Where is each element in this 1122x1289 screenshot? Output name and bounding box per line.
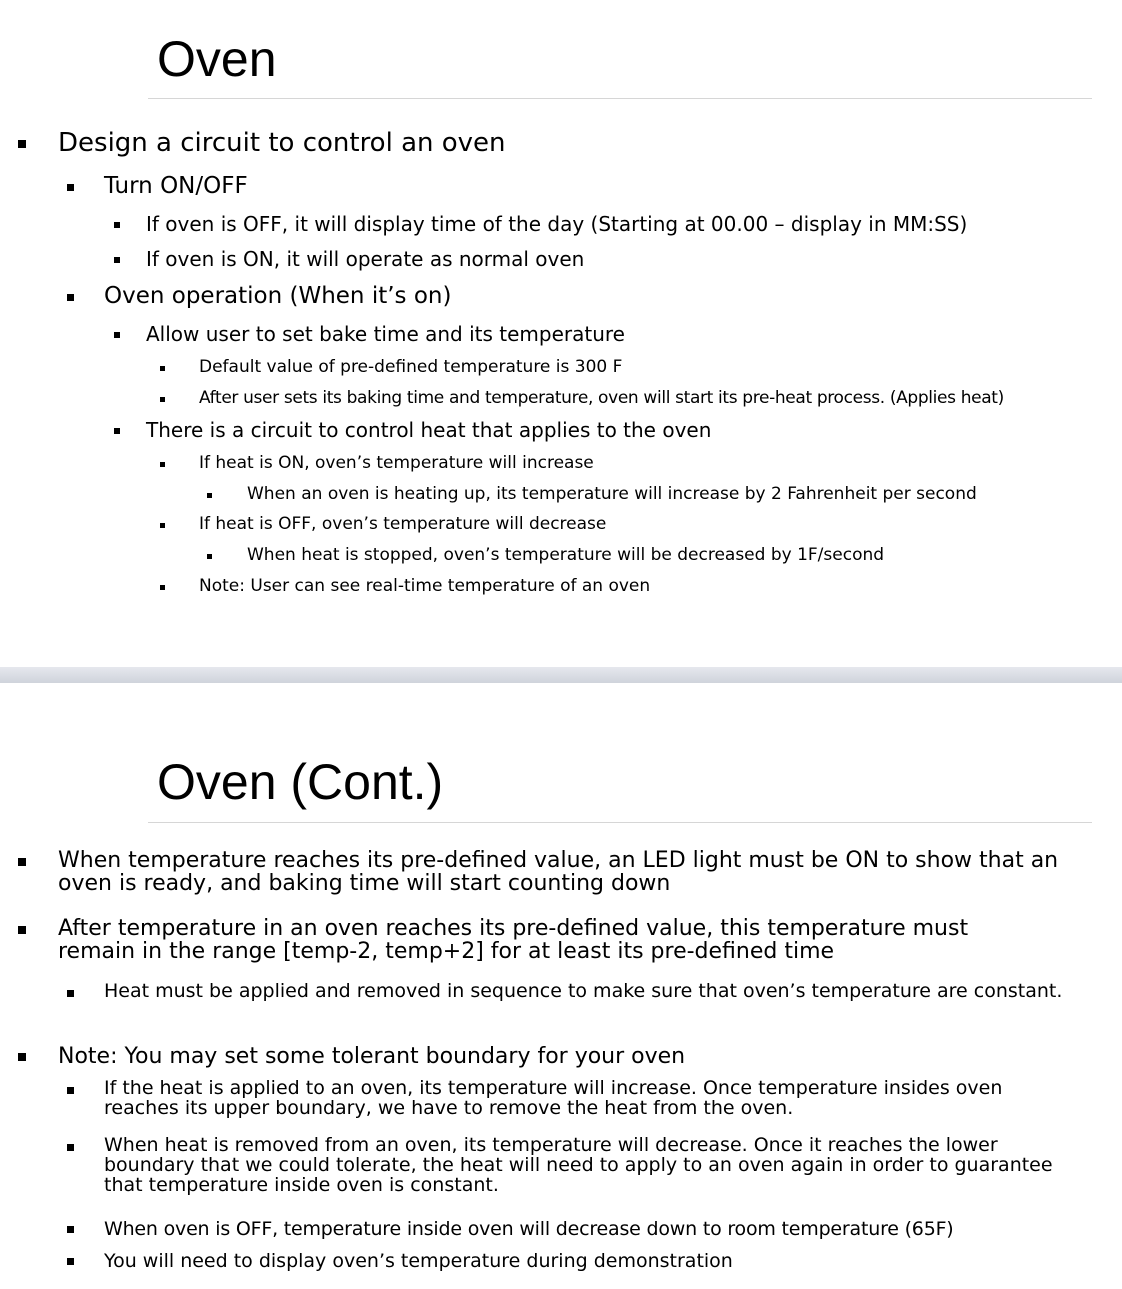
bullet-text: If oven is ON, it will operate as normal oven: [146, 247, 585, 271]
bullet-text: There is a circuit to control heat that applies to the oven: [146, 418, 712, 442]
bullet-text: If heat is OFF, oven’s temperature will decrease: [199, 514, 607, 534]
bullet-text: Heat must be applied and removed in sequence to make sure that oven’s temperature are constant.: [104, 980, 1063, 1002]
bullet-text: If oven is OFF, it will display time of the day (Starting at 00.00 – display in MM:SS): [146, 212, 968, 236]
bullet-text: After user sets its baking time and temperature, oven will start its pre-heat process. (Applies heat): [199, 388, 1004, 408]
bullet-text: Note: User can see real-time temperature of an oven: [199, 576, 651, 596]
bullet-text: If the heat is applied to an oven, its temperature will increase. Once temperature insides oven reaches its upper boundary, we have to remove the heat from the oven.: [104, 1077, 1003, 1119]
bullet-square-icon: [18, 926, 26, 934]
bullet-text: When oven is OFF, temperature inside oven will decrease down to room temperature (65F): [104, 1218, 954, 1240]
title-divider: [148, 98, 1092, 99]
bullet-square-icon: [160, 366, 165, 371]
bullet-text: Turn ON/OFF: [104, 173, 248, 199]
slide-separator: [0, 667, 1122, 683]
bullet-square-icon: [67, 1087, 74, 1094]
bullet-square-icon: [160, 523, 165, 528]
bullet-square-icon: [67, 184, 74, 191]
bullet-text: If heat is ON, oven’s temperature will increase: [199, 453, 594, 473]
bullet-square-icon: [67, 990, 74, 997]
bullet-square-icon: [18, 140, 26, 148]
bullet-text: After temperature in an oven reaches its pre-defined value, this temperature must remain in the range [temp-2, temp+2] for at least its pre-defined time: [58, 916, 969, 965]
bullet-square-icon: [18, 1053, 26, 1061]
bullet-text: You will need to display oven’s temperature during demonstration: [104, 1250, 733, 1272]
bullet-text: Allow user to set bake time and its temperature: [146, 322, 625, 346]
bullet-square-icon: [207, 493, 212, 498]
bullet-square-icon: [114, 257, 120, 263]
slide-2: [0, 683, 1122, 1289]
bullet-square-icon: [18, 858, 26, 866]
bullet-square-icon: [114, 222, 120, 228]
bullet-text: Oven operation (When it’s on): [104, 283, 452, 309]
bullet-square-icon: [67, 1226, 74, 1233]
bullet-square-icon: [67, 294, 74, 301]
bullet-text: When heat is stopped, oven’s temperature will be decreased by 1F/second: [247, 545, 885, 565]
bullet-text: Note: You may set some tolerant boundary for your oven: [58, 1044, 686, 1069]
bullet-square-icon: [67, 1144, 74, 1151]
bullet-text: When heat is removed from an oven, its temperature will decrease. Once it reaches the lower boundary that we could tolerate, the heat will need to apply to an oven again in order to guarantee that temperature inside oven is constant.: [104, 1134, 1053, 1196]
title-divider: [148, 822, 1092, 823]
bullet-square-icon: [114, 428, 120, 434]
bullet-square-icon: [160, 397, 165, 402]
bullet-text: Default value of pre-defined temperature is 300 F: [199, 357, 623, 377]
slide-title: Oven (Cont.): [157, 754, 444, 810]
bullet-text: When temperature reaches its pre-defined value, an LED light must be ON to show that an oven is ready, and baking time will start counting down: [58, 848, 1059, 897]
bullet-square-icon: [160, 462, 165, 467]
bullet-square-icon: [207, 554, 212, 559]
bullet-text: Design a circuit to control an oven: [58, 128, 506, 158]
bullet-square-icon: [67, 1258, 74, 1265]
bullet-square-icon: [114, 332, 120, 338]
bullet-square-icon: [160, 585, 165, 590]
bullet-text: When an oven is heating up, its temperature will increase by 2 Fahrenheit per second: [247, 484, 977, 504]
slide-title: Oven: [157, 31, 277, 87]
